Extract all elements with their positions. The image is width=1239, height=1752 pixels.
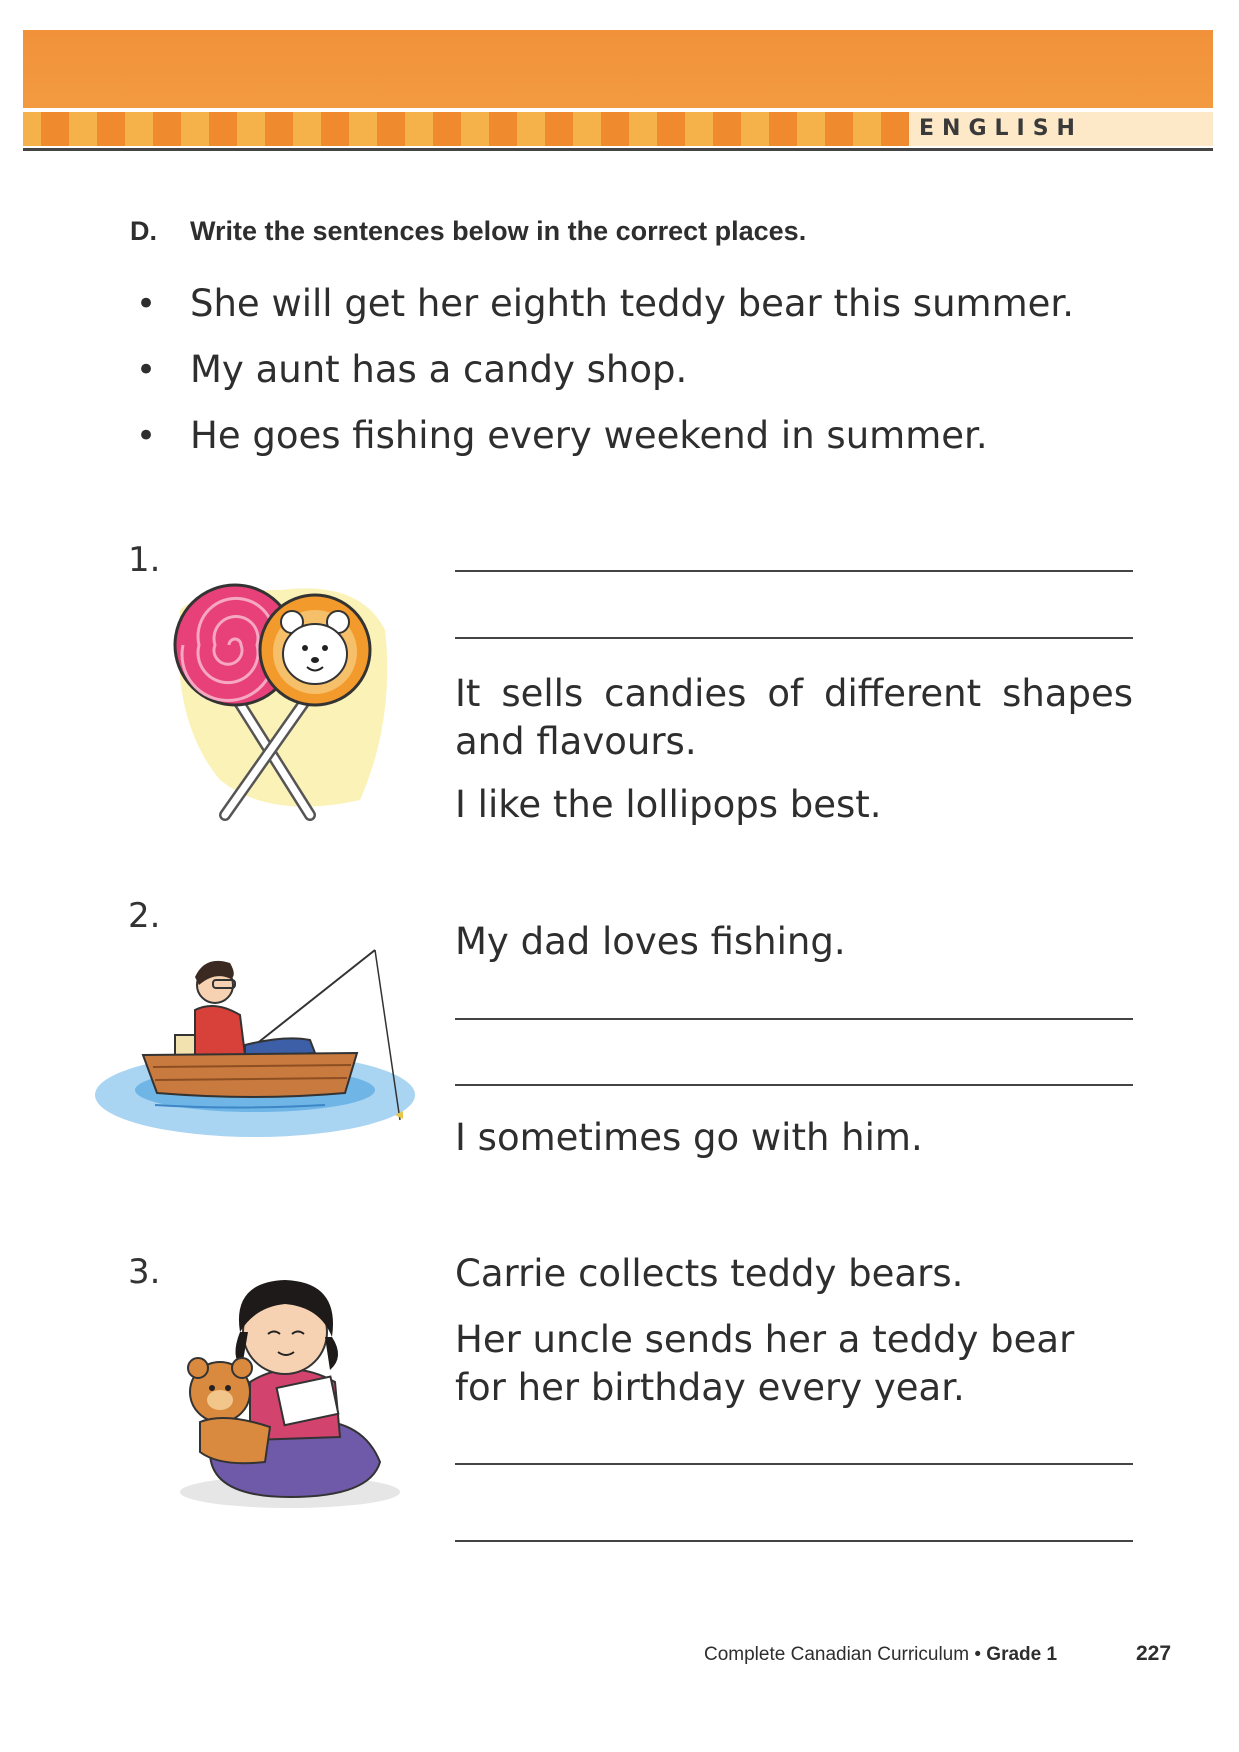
answer-line bbox=[455, 1084, 1133, 1086]
page-footer bbox=[704, 1644, 1057, 1666]
subject-label: ENGLISH bbox=[919, 116, 1083, 141]
banner-square bbox=[881, 112, 909, 146]
banner-square bbox=[209, 112, 237, 146]
sentence-list bbox=[130, 280, 1074, 478]
sentence-item bbox=[130, 280, 1074, 346]
banner-square bbox=[601, 112, 629, 146]
girl-with-teddy-icon bbox=[170, 1262, 400, 1516]
question-text: I like the lollipops best. bbox=[455, 783, 882, 826]
question-text: Carrie collects teddy bears. bbox=[455, 1252, 964, 1295]
grade-label: Grade 1 bbox=[986, 1644, 1058, 1665]
sentence-text: My aunt has a candy shop. bbox=[190, 348, 688, 391]
lollipops-icon bbox=[160, 570, 400, 834]
banner-square bbox=[265, 112, 293, 146]
sentence-text: She will get her eighth teddy bear this summer. bbox=[190, 282, 1074, 325]
banner-square bbox=[713, 112, 741, 146]
banner-square bbox=[825, 112, 853, 146]
banner-square bbox=[321, 112, 349, 146]
banner-square bbox=[377, 112, 405, 146]
banner-square bbox=[489, 112, 517, 146]
banner-square bbox=[657, 112, 685, 146]
banner-square bbox=[41, 112, 69, 146]
exercise-instruction bbox=[130, 216, 806, 247]
banner-rule bbox=[23, 148, 1213, 151]
answer-line bbox=[455, 1540, 1133, 1542]
answer-line bbox=[455, 1463, 1133, 1465]
book-title: Complete Canadian Curriculum bbox=[704, 1644, 970, 1665]
page-number: 227 bbox=[1136, 1642, 1172, 1665]
banner-square bbox=[153, 112, 181, 146]
instruction-text: Write the sentences below in the correct places. bbox=[190, 216, 807, 246]
question-number: 1. bbox=[128, 540, 161, 580]
question-text: My dad loves fishing. bbox=[455, 920, 846, 963]
question-text: It sells candies of different shapes and flavours. bbox=[455, 672, 1133, 763]
question-number: 3. bbox=[128, 1252, 161, 1292]
header-banner bbox=[23, 30, 1213, 154]
banner-band bbox=[23, 30, 1213, 108]
banner-square bbox=[545, 112, 573, 146]
banner-square bbox=[97, 112, 125, 146]
exercise-letter: D. bbox=[130, 216, 157, 246]
sentence-item bbox=[130, 346, 1074, 412]
footer-separator: • bbox=[974, 1644, 982, 1665]
answer-line bbox=[455, 637, 1133, 639]
bullet-icon: • bbox=[136, 284, 157, 324]
sentence-item bbox=[130, 412, 1074, 478]
banner-square bbox=[433, 112, 461, 146]
question-text: I sometimes go with him. bbox=[455, 1116, 923, 1159]
sentence-text: He goes fishing every weekend in summer. bbox=[190, 414, 988, 457]
answer-line bbox=[455, 1018, 1133, 1020]
question-text: Her uncle sends her a teddy bear for her birthday every year. bbox=[455, 1318, 1075, 1409]
bullet-icon: • bbox=[136, 350, 157, 390]
answer-line bbox=[455, 570, 1133, 572]
question-number: 2. bbox=[128, 896, 161, 936]
bullet-icon: • bbox=[136, 416, 157, 456]
banner-square bbox=[769, 112, 797, 146]
fishing-boat-icon bbox=[95, 935, 425, 1149]
